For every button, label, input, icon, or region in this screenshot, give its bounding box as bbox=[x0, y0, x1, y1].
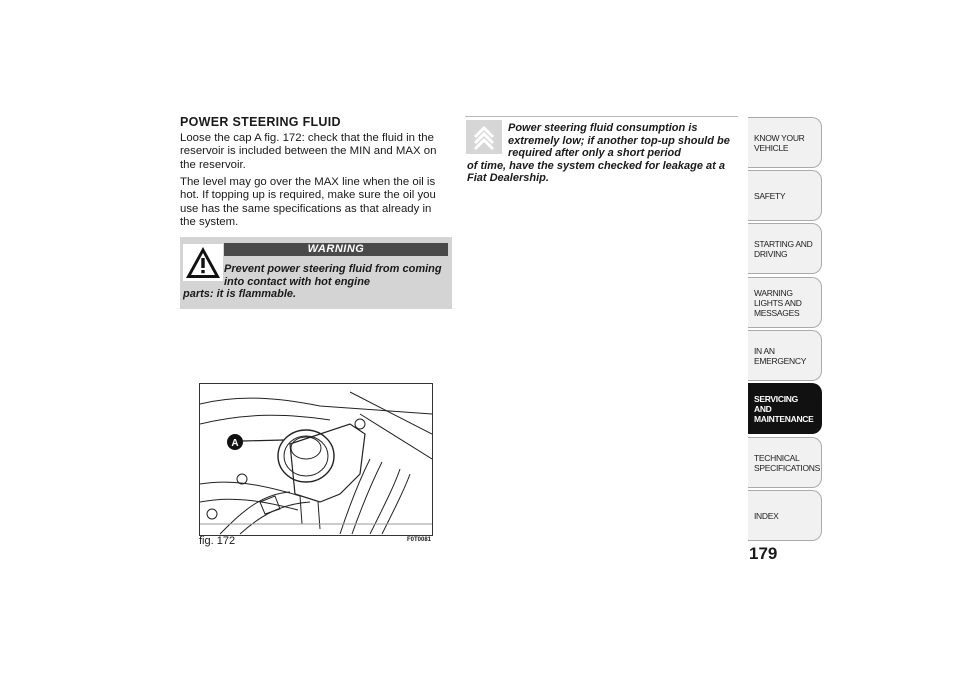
note-text bbox=[467, 122, 739, 185]
tab-safety[interactable]: SAFETY bbox=[748, 170, 822, 221]
tab-index[interactable]: INDEX bbox=[748, 490, 822, 541]
note-divider bbox=[465, 116, 738, 117]
figure-code: F0T0081 bbox=[407, 537, 432, 543]
paragraph-topping-up: The level may go over the MAX line when the oil is hot. If topping up is required, make sure the oil you use has the same specifications as that already in the system. bbox=[180, 176, 436, 229]
warning-box bbox=[180, 237, 452, 309]
section-title: POWER STEERING FLUID bbox=[180, 115, 341, 129]
note-text-first: Power steering fluid consumption is extremely low; if another top-up should be required after only a short period bbox=[508, 122, 730, 160]
warning-text bbox=[183, 263, 447, 301]
tab-in-an-emergency[interactable]: IN AN EMERGENCY bbox=[748, 330, 822, 381]
warning-heading: WARNING bbox=[224, 243, 448, 256]
warning-text-first: Prevent power steering fluid from coming into contact with hot engine bbox=[224, 263, 442, 288]
tab-know-your-vehicle[interactable]: KNOW YOUR VEHICLE bbox=[748, 117, 822, 168]
note-text-rest: of time, have the system checked for leakage at a Fiat Dealership. bbox=[467, 159, 726, 185]
warning-text-rest: parts: it is flammable. bbox=[183, 288, 297, 301]
page-number: 179 bbox=[749, 544, 778, 563]
tab-starting-and-driving[interactable]: STARTING AND DRIVING bbox=[748, 223, 822, 274]
tab-warning-lights[interactable]: WARNING LIGHTS AND MESSAGES bbox=[748, 277, 822, 328]
engine-bay-illustration bbox=[200, 384, 432, 535]
tab-servicing-and-maintenance[interactable]: SERVICING AND MAINTENANCE bbox=[748, 383, 822, 434]
paragraph-check-level: Loose the cap A fig. 172: check that the fluid in the reservoir is included between the MIN and MAX on the reservoir. bbox=[180, 132, 437, 171]
callout-a: A bbox=[231, 438, 239, 449]
figure-engine-bay bbox=[199, 383, 433, 536]
tab-technical-specifications[interactable]: TECHNICAL SPECIFICATIONS bbox=[748, 437, 822, 488]
figure-label: fig. 172 bbox=[199, 535, 236, 547]
